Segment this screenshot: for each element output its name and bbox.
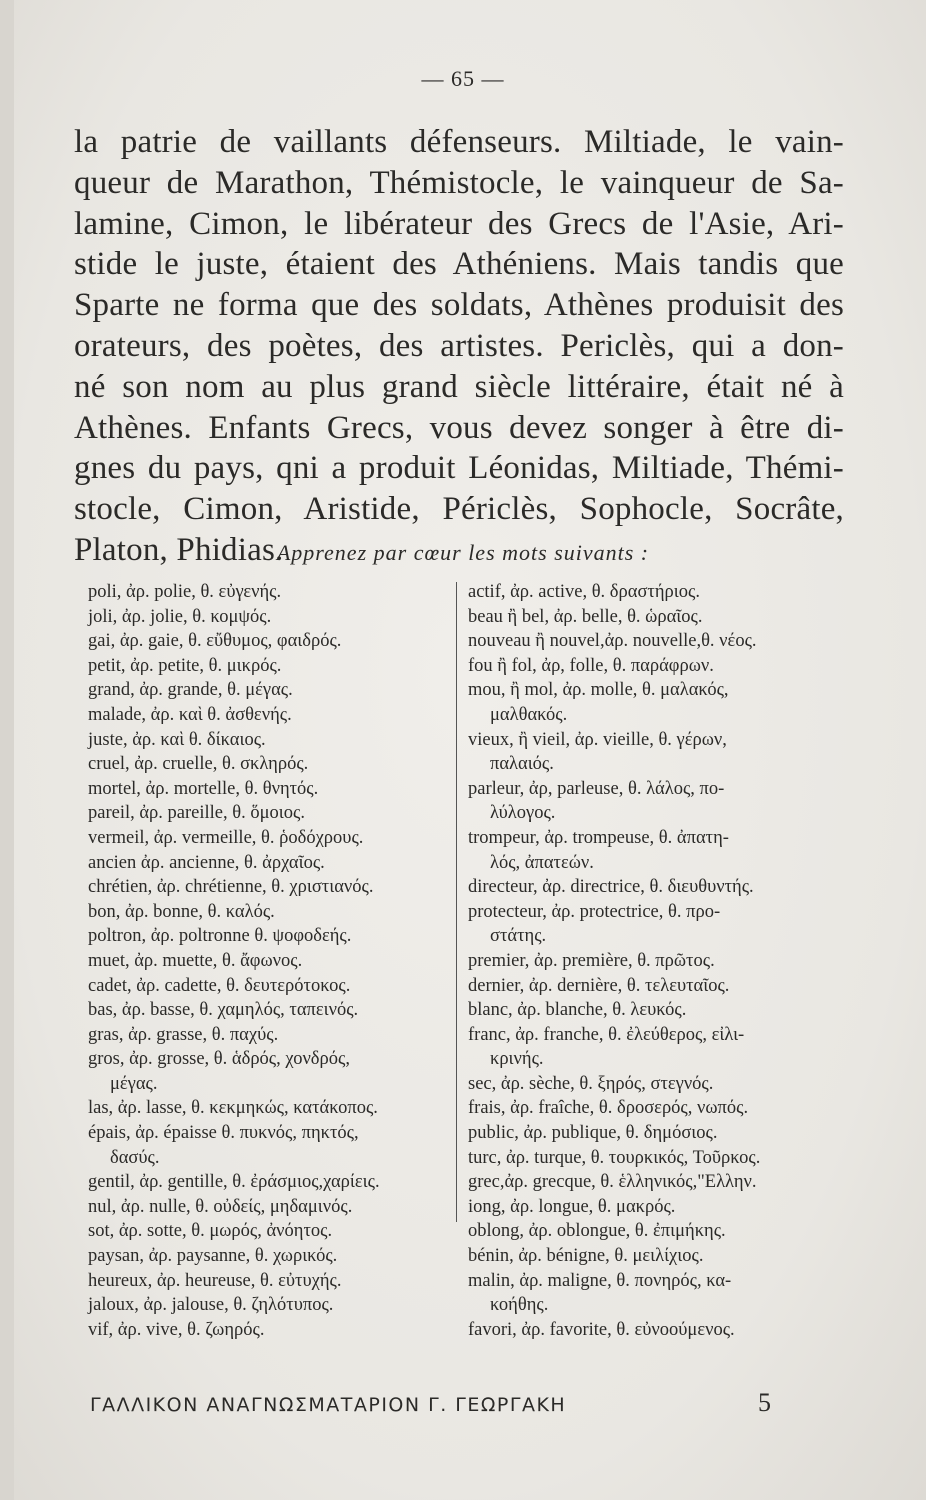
vocabulary-entry <box>468 1219 840 1244</box>
vocabulary-entry <box>88 851 453 876</box>
vocabulary-entry-text: mortel, ἀρ. mortelle, θ. θνητός. <box>88 778 319 799</box>
prose-paragraph <box>74 122 844 571</box>
vocabulary-entry-text: bas, ἀρ. basse, θ. χαμηλός, ταπεινός. <box>88 1000 359 1021</box>
vocabulary-entry <box>88 629 453 654</box>
vocabulary-entry-text: parleur, ἀρ, parleuse, θ. λάλος, πο- <box>468 778 725 799</box>
prose-line: gnes du pays, qni a produit Léonidas, Miltiade, Thémi- <box>74 450 844 487</box>
vocabulary-entry-continuation: μαλθακός. <box>490 704 568 725</box>
vocabulary-entry-text: malin, ἀρ. maligne, θ. πονηρός, κα- <box>468 1270 732 1291</box>
vocabulary-entry-continuation: μέγας. <box>110 1073 158 1094</box>
vocabulary-entry <box>88 752 453 777</box>
vocabulary-entry <box>88 801 453 826</box>
prose-line: orateurs, des poètes, des artistes. Periclès, qui a don- <box>74 327 844 364</box>
vocabulary-entry <box>88 1195 453 1220</box>
vocabulary-entry-text: gentil, ἀρ. gentille, θ. ἐράσμιος,χαρίεις. <box>88 1172 380 1193</box>
vocabulary-entry <box>88 728 453 753</box>
vocabulary-entry <box>88 1293 453 1318</box>
vocabulary-entry-text: muet, ἀρ. muette, θ. ἄφωνος. <box>88 950 303 971</box>
vocabulary-entry <box>468 1318 840 1343</box>
vocabulary-entry-text: blanc, ἀρ. blanche, θ. λευκός. <box>468 1000 687 1021</box>
vocabulary-entry-text: vif, ἀρ. vive, θ. ζωηρός. <box>88 1319 265 1340</box>
vocabulary-entry-text: gros, ἀρ. grosse, θ. ἁδρός, χονδρός, <box>88 1049 350 1070</box>
vocabulary-entry <box>88 949 453 974</box>
vocabulary-entry <box>468 777 840 826</box>
prose-line: la patrie de vaillants défenseurs. Miltiade, le vain- <box>74 124 844 160</box>
vocabulary-entry <box>468 654 840 679</box>
prose-line: stide le juste, étaient des Athéniens. Mais tandis que <box>74 246 844 283</box>
vocabulary-entry-text: fou ἢ fol, ἀρ, folle, θ. παράφρων. <box>468 655 714 676</box>
vocabulary-entry-text: petit, ἀρ. petite, θ. μικρός. <box>88 655 282 676</box>
vocabulary-entry-text: las, ἀρ. lasse, θ. κεκμηκώς, κατάκοπος. <box>88 1098 378 1119</box>
vocabulary-entry <box>468 1072 840 1097</box>
vocabulary-entry <box>468 1146 840 1171</box>
vocabulary-entry <box>468 1170 840 1195</box>
footer-signature-mark: 5 <box>758 1388 771 1417</box>
vocabulary-entry-text: actif, ἀρ. active, θ. δραστήριος. <box>468 582 700 602</box>
vocabulary-entry-text: malade, ἀρ. καὶ θ. ἀσθενής. <box>88 704 292 725</box>
vocabulary-entry-text: chrétien, ἀρ. chrétienne, θ. χριστιανός. <box>88 877 374 898</box>
vocabulary-entry <box>88 826 453 851</box>
prose-line: Athènes. Enfants Grecs, vous devez songer à être di- <box>74 409 844 446</box>
vocabulary-entry <box>88 580 453 605</box>
page-binding-edge <box>0 0 14 1500</box>
vocabulary-entry-text: public, ἀρ. publique, θ. δημόσιος. <box>468 1123 718 1144</box>
vocabulary-entry-text: favori, ἀρ. favorite, θ. εὐνοούμενος. <box>468 1319 735 1340</box>
prose-line: stocle, Cimon, Aristide, Périclès, Sophocle, Socrâte, <box>74 491 844 528</box>
vocabulary-entry-text: oblong, ἀρ. oblongue, θ. ἐπιμήκης. <box>468 1221 726 1242</box>
vocabulary-entry-text: poltron, ἀρ. poltronne θ. ψοφοδεής. <box>88 926 352 947</box>
column-divider <box>456 582 457 1222</box>
vocabulary-entry <box>88 974 453 999</box>
vocabulary-entry <box>88 605 453 630</box>
vocabulary-entry-text: mou, ἢ mol, ἀρ. molle, θ. μαλακός, <box>468 680 729 701</box>
vocabulary-entry <box>88 1170 453 1195</box>
vocabulary-entry <box>468 1195 840 1220</box>
vocabulary-entry <box>88 1219 453 1244</box>
vocabulary-entry-continuation: κοήθης. <box>490 1295 549 1316</box>
vocabulary-entry-text: vermeil, ἀρ. vermeille, θ. ῥοδόχρους. <box>88 827 364 848</box>
vocabulary-entry-text: nul, ἀρ. nulle, θ. οὐδείς, μηδαμινός. <box>88 1196 353 1217</box>
vocabulary-entry-text: grec,ἀρ. grecque, θ. ἑλληνικός,"Ελλην. <box>468 1172 757 1193</box>
vocabulary-entry <box>88 924 453 949</box>
vocabulary-entry <box>468 728 840 777</box>
prose-line: queur de Marathon, Thémistocle, le vainqueur de Sa- <box>74 164 844 201</box>
vocabulary-entry-text: iong, ἀρ. longue, θ. μακρός. <box>468 1196 676 1217</box>
vocabulary-entry <box>88 703 453 728</box>
vocabulary-entry <box>468 1023 840 1072</box>
vocabulary-entry <box>88 1121 453 1170</box>
vocabulary-entry-text: paysan, ἀρ. paysanne, θ. χωρικός. <box>88 1246 338 1267</box>
vocabulary-heading: Apprenez par cœur les mots suivants : <box>276 540 650 565</box>
vocabulary-entry-text: épais, ἀρ. épaisse θ. πυκνός, πηκτός, <box>88 1123 359 1144</box>
vocabulary-entry <box>468 580 840 605</box>
vocabulary-entry-text: gras, ἀρ. grasse, θ. παχύς. <box>88 1024 279 1045</box>
vocabulary-entry-text: poli, ἀρ. polie, θ. εὐγενής. <box>88 582 282 602</box>
prose-line: né son nom au plus grand siècle littéraire, était né à <box>74 368 844 405</box>
vocabulary-entry <box>468 1121 840 1146</box>
vocabulary-entry-continuation: στάτης. <box>490 926 547 947</box>
vocabulary-entry <box>468 1269 840 1318</box>
vocabulary-entry <box>88 1318 453 1343</box>
vocabulary-entry-text: sec, ἀρ. sèche, θ. ξηρός, στεγνός. <box>468 1073 714 1094</box>
vocabulary-entry-text: sot, ἀρ. sotte, θ. μωρός, ἀνόητος. <box>88 1221 333 1242</box>
vocabulary-entry <box>468 900 840 949</box>
vocabulary-entry-text: bon, ἀρ. bonne, θ. καλός. <box>88 901 275 922</box>
vocabulary-entry-text: heureux, ἀρ. heureuse, θ. εὐτυχής. <box>88 1270 342 1291</box>
vocabulary-entry <box>88 1023 453 1048</box>
vocabulary-entry <box>468 998 840 1023</box>
vocabulary-right-column <box>468 580 840 1342</box>
vocabulary-entry-continuation: κρινής. <box>490 1049 544 1070</box>
vocabulary-entry-text: ancien ἀρ. ancienne, θ. ἀρχαῖος. <box>88 852 325 873</box>
vocabulary-entry-text: beau ἢ bel, ἀρ. belle, θ. ὡραῖος. <box>468 606 703 627</box>
vocabulary-entry-text: trompeur, ἀρ. trompeuse, θ. ἀπατη- <box>468 827 729 848</box>
vocabulary-entry <box>468 875 840 900</box>
vocabulary-entry-text: bénin, ἀρ. bénigne, θ. μειλίχιος. <box>468 1246 704 1267</box>
vocabulary-entry <box>468 629 840 654</box>
vocabulary-entry-text: premier, ἀρ. première, θ. πρῶτος. <box>468 950 715 971</box>
vocabulary-entry <box>468 605 840 630</box>
vocabulary-entry <box>468 678 840 727</box>
vocabulary-entry-text: jaloux, ἀρ. jalouse, θ. ζηλότυπος. <box>88 1295 334 1316</box>
page-number: — 65 — <box>421 66 505 91</box>
vocabulary-entry <box>88 1047 453 1096</box>
vocabulary-entry-continuation: δασύς. <box>110 1147 160 1168</box>
vocabulary-entry-text: pareil, ἀρ. pareille, θ. ὅμοιος. <box>88 803 305 824</box>
vocabulary-entry <box>88 1269 453 1294</box>
vocabulary-entry-text: directeur, ἀρ. directrice, θ. διευθυντής. <box>468 877 754 898</box>
prose-line: Sparte ne forma que des soldats, Athènes produisit des <box>74 287 844 324</box>
vocabulary-entry <box>88 900 453 925</box>
vocabulary-entry <box>468 1096 840 1121</box>
vocabulary-entry-text: vieux, ἢ vieil, ἀρ. vieille, θ. γέρων, <box>468 729 727 750</box>
vocabulary-entry-text: cruel, ἀρ. cruelle, θ. σκληρός. <box>88 754 309 775</box>
vocabulary-entry <box>468 1244 840 1269</box>
vocabulary-entry-text: franc, ἀρ. franche, θ. ἐλεύθερος, εἰλι- <box>468 1024 745 1045</box>
vocabulary-left-column <box>88 580 453 1342</box>
vocabulary-entry <box>88 1244 453 1269</box>
vocabulary-entry-continuation: λός, ἀπατεών. <box>490 852 594 873</box>
vocabulary-entry-text: frais, ἀρ. fraîche, θ. δροσερός, νωπός. <box>468 1098 749 1119</box>
vocabulary-entry <box>468 949 840 974</box>
vocabulary-entry <box>88 654 453 679</box>
vocabulary-entry-text: juste, ἀρ. καὶ θ. δίκαιος. <box>88 729 266 750</box>
vocabulary-entry <box>468 974 840 999</box>
vocabulary-entry-text: cadet, ἀρ. cadette, θ. δευτερότοκος. <box>88 975 351 996</box>
vocabulary-entry <box>88 777 453 802</box>
vocabulary-entry <box>88 678 453 703</box>
footer-book-title: ΓΑΛΛΙΚΟΝ ΑΝΑΓΝΩΣΜΑΤΑΡΙΟΝ Γ. ΓΕΩΡΓΑΚΗ <box>90 1394 567 1416</box>
vocabulary-entry <box>468 826 840 875</box>
vocabulary-entry-continuation: λύλογος. <box>490 803 556 824</box>
vocabulary-entry-text: gai, ἀρ. gaie, θ. εὔθυμος, φαιδρός. <box>88 631 342 652</box>
vocabulary-entry-text: dernier, ἀρ. dernière, θ. τελευταῖος. <box>468 975 730 996</box>
vocabulary-entry-text: nouveau ἢ nouvel,ἀρ. nouvelle,θ. νέος. <box>468 631 757 652</box>
vocabulary-entry <box>88 875 453 900</box>
prose-line: Platon, Phidias. <box>74 531 284 568</box>
vocabulary-entry-text: protecteur, ἀρ. protectrice, θ. προ- <box>468 901 721 922</box>
prose-line: lamine, Cimon, le libérateur des Grecs de l'Asie, Ari- <box>74 205 844 242</box>
vocabulary-entry-text: grand, ἀρ. grande, θ. μέγας. <box>88 680 293 701</box>
vocabulary-entry-text: joli, ἀρ. jolie, θ. κομψός. <box>88 606 272 627</box>
vocabulary-entry <box>88 998 453 1023</box>
vocabulary-entry <box>88 1096 453 1121</box>
vocabulary-entry-continuation: παλαιός. <box>490 754 554 775</box>
vocabulary-entry-text: turc, ἀρ. turque, θ. τουρκικός, Τοῦρκος. <box>468 1147 761 1168</box>
